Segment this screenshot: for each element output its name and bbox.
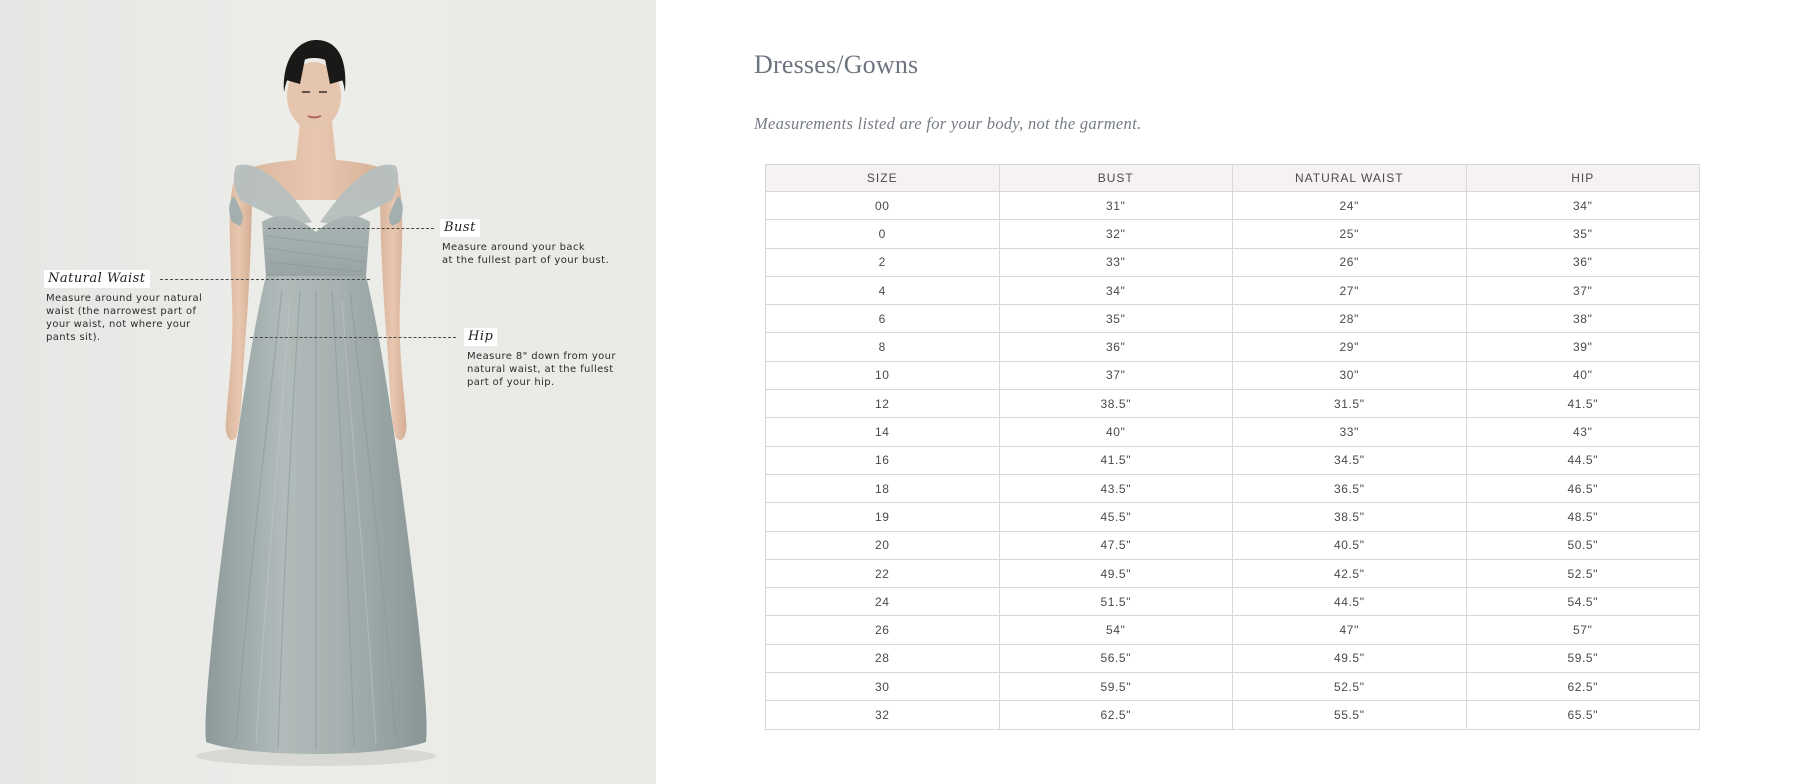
cell-size: 10: [766, 361, 1000, 389]
table-row: [766, 474, 1700, 502]
cell-bust: 34": [999, 276, 1233, 304]
cell-natural-waist: 27": [1233, 276, 1467, 304]
cell-size: 2: [766, 248, 1000, 276]
table-row: [766, 333, 1700, 361]
cell-bust: 59.5": [999, 673, 1233, 701]
cell-natural-waist: 29": [1233, 333, 1467, 361]
measurement-note: Measurements listed are for your body, not the garment.: [754, 114, 1142, 133]
cell-hip: 37": [1466, 276, 1700, 304]
cell-bust: 47.5": [999, 531, 1233, 559]
size-table: [765, 164, 1700, 730]
cell-hip: 52.5": [1466, 559, 1700, 587]
natural-waist-description-line: waist (the narrowest part of: [46, 306, 197, 317]
table-row: [766, 503, 1700, 531]
cell-size: 30: [766, 673, 1000, 701]
cell-bust: 41.5": [999, 446, 1233, 474]
cell-size: 12: [766, 390, 1000, 418]
cell-hip: 40": [1466, 361, 1700, 389]
table-row: [766, 361, 1700, 389]
cell-bust: 62.5": [999, 701, 1233, 729]
cell-hip: 41.5": [1466, 390, 1700, 418]
table-row: [766, 588, 1700, 616]
cell-hip: 35": [1466, 220, 1700, 248]
column-header-bust: BUST: [999, 165, 1233, 192]
cell-bust: 38.5": [999, 390, 1233, 418]
bust-description-line: Measure around your back: [442, 242, 586, 253]
cell-bust: 37": [999, 361, 1233, 389]
cell-size: 28: [766, 644, 1000, 672]
bust-label: Bust: [440, 219, 480, 237]
natural-waist-label: Natural Waist: [44, 270, 150, 288]
bust-description: [442, 241, 609, 267]
table-row: [766, 192, 1700, 220]
cell-natural-waist: 26": [1233, 248, 1467, 276]
hip-description-line: natural waist, at the fullest: [467, 364, 614, 375]
table-row: [766, 446, 1700, 474]
natural-waist-description-line: pants sit).: [46, 332, 101, 343]
cell-hip: 34": [1466, 192, 1700, 220]
cell-natural-waist: 33": [1233, 418, 1467, 446]
cell-natural-waist: 55.5": [1233, 701, 1467, 729]
cell-hip: 48.5": [1466, 503, 1700, 531]
cell-size: 19: [766, 503, 1000, 531]
table-row: [766, 248, 1700, 276]
cell-size: 14: [766, 418, 1000, 446]
table-row: [766, 701, 1700, 729]
cell-hip: 36": [1466, 248, 1700, 276]
cell-hip: 50.5": [1466, 531, 1700, 559]
column-header-size: SIZE: [766, 165, 1000, 192]
column-header-hip: HIP: [1466, 165, 1700, 192]
table-row: [766, 616, 1700, 644]
cell-size: 4: [766, 276, 1000, 304]
table-row: [766, 220, 1700, 248]
cell-size: 26: [766, 616, 1000, 644]
table-row: [766, 559, 1700, 587]
cell-natural-waist: 38.5": [1233, 503, 1467, 531]
cell-hip: 54.5": [1466, 588, 1700, 616]
cell-natural-waist: 36.5": [1233, 474, 1467, 502]
cell-bust: 31": [999, 192, 1233, 220]
cell-size: 18: [766, 474, 1000, 502]
cell-bust: 43.5": [999, 474, 1233, 502]
cell-hip: 44.5": [1466, 446, 1700, 474]
model-figure-illustration: [0, 0, 656, 784]
cell-bust: 51.5": [999, 588, 1233, 616]
page-title: Dresses/Gowns: [754, 50, 919, 79]
cell-bust: 56.5": [999, 644, 1233, 672]
cell-hip: 43": [1466, 418, 1700, 446]
cell-bust: 33": [999, 248, 1233, 276]
cell-natural-waist: 28": [1233, 305, 1467, 333]
cell-natural-waist: 25": [1233, 220, 1467, 248]
table-header-row: [766, 165, 1700, 192]
cell-hip: 62.5": [1466, 673, 1700, 701]
hip-measure-line: [250, 337, 456, 338]
natural-waist-measure-line: [160, 279, 370, 280]
cell-bust: 49.5": [999, 559, 1233, 587]
cell-natural-waist: 24": [1233, 192, 1467, 220]
cell-bust: 40": [999, 418, 1233, 446]
cell-size: 00: [766, 192, 1000, 220]
cell-natural-waist: 30": [1233, 361, 1467, 389]
cell-size: 6: [766, 305, 1000, 333]
hip-description-line: part of your hip.: [467, 377, 555, 388]
cell-size: 20: [766, 531, 1000, 559]
cell-bust: 54": [999, 616, 1233, 644]
table-row: [766, 390, 1700, 418]
table-row: [766, 673, 1700, 701]
cell-size: 8: [766, 333, 1000, 361]
cell-bust: 32": [999, 220, 1233, 248]
cell-size: 24: [766, 588, 1000, 616]
cell-natural-waist: 49.5": [1233, 644, 1467, 672]
hip-description: [467, 350, 616, 389]
cell-natural-waist: 31.5": [1233, 390, 1467, 418]
cell-size: 0: [766, 220, 1000, 248]
cell-size: 32: [766, 701, 1000, 729]
hip-description-line: Measure 8" down from your: [467, 351, 616, 362]
cell-size: 22: [766, 559, 1000, 587]
cell-bust: 36": [999, 333, 1233, 361]
cell-size: 16: [766, 446, 1000, 474]
cell-natural-waist: 52.5": [1233, 673, 1467, 701]
natural-waist-description: [46, 292, 202, 344]
cell-hip: 46.5": [1466, 474, 1700, 502]
cell-bust: 45.5": [999, 503, 1233, 531]
cell-natural-waist: 34.5": [1233, 446, 1467, 474]
natural-waist-description-line: your waist, not where your: [46, 319, 191, 330]
bust-measure-line: [268, 228, 434, 229]
column-header-natural-waist: NATURAL WAIST: [1233, 165, 1467, 192]
cell-hip: 57": [1466, 616, 1700, 644]
cell-hip: 39": [1466, 333, 1700, 361]
cell-natural-waist: 47": [1233, 616, 1467, 644]
cell-hip: 65.5": [1466, 701, 1700, 729]
natural-waist-description-line: Measure around your natural: [46, 293, 203, 304]
model-photo: [0, 0, 656, 784]
table-row: [766, 418, 1700, 446]
size-table-body: [766, 192, 1700, 730]
cell-natural-waist: 40.5": [1233, 531, 1467, 559]
cell-hip: 59.5": [1466, 644, 1700, 672]
cell-hip: 38": [1466, 305, 1700, 333]
cell-bust: 35": [999, 305, 1233, 333]
bust-description-line: at the fullest part of your bust.: [442, 255, 610, 266]
hip-label: Hip: [464, 328, 497, 346]
table-row: [766, 644, 1700, 672]
cell-natural-waist: 44.5": [1233, 588, 1467, 616]
cell-natural-waist: 42.5": [1233, 559, 1467, 587]
table-row: [766, 276, 1700, 304]
table-row: [766, 305, 1700, 333]
table-row: [766, 531, 1700, 559]
